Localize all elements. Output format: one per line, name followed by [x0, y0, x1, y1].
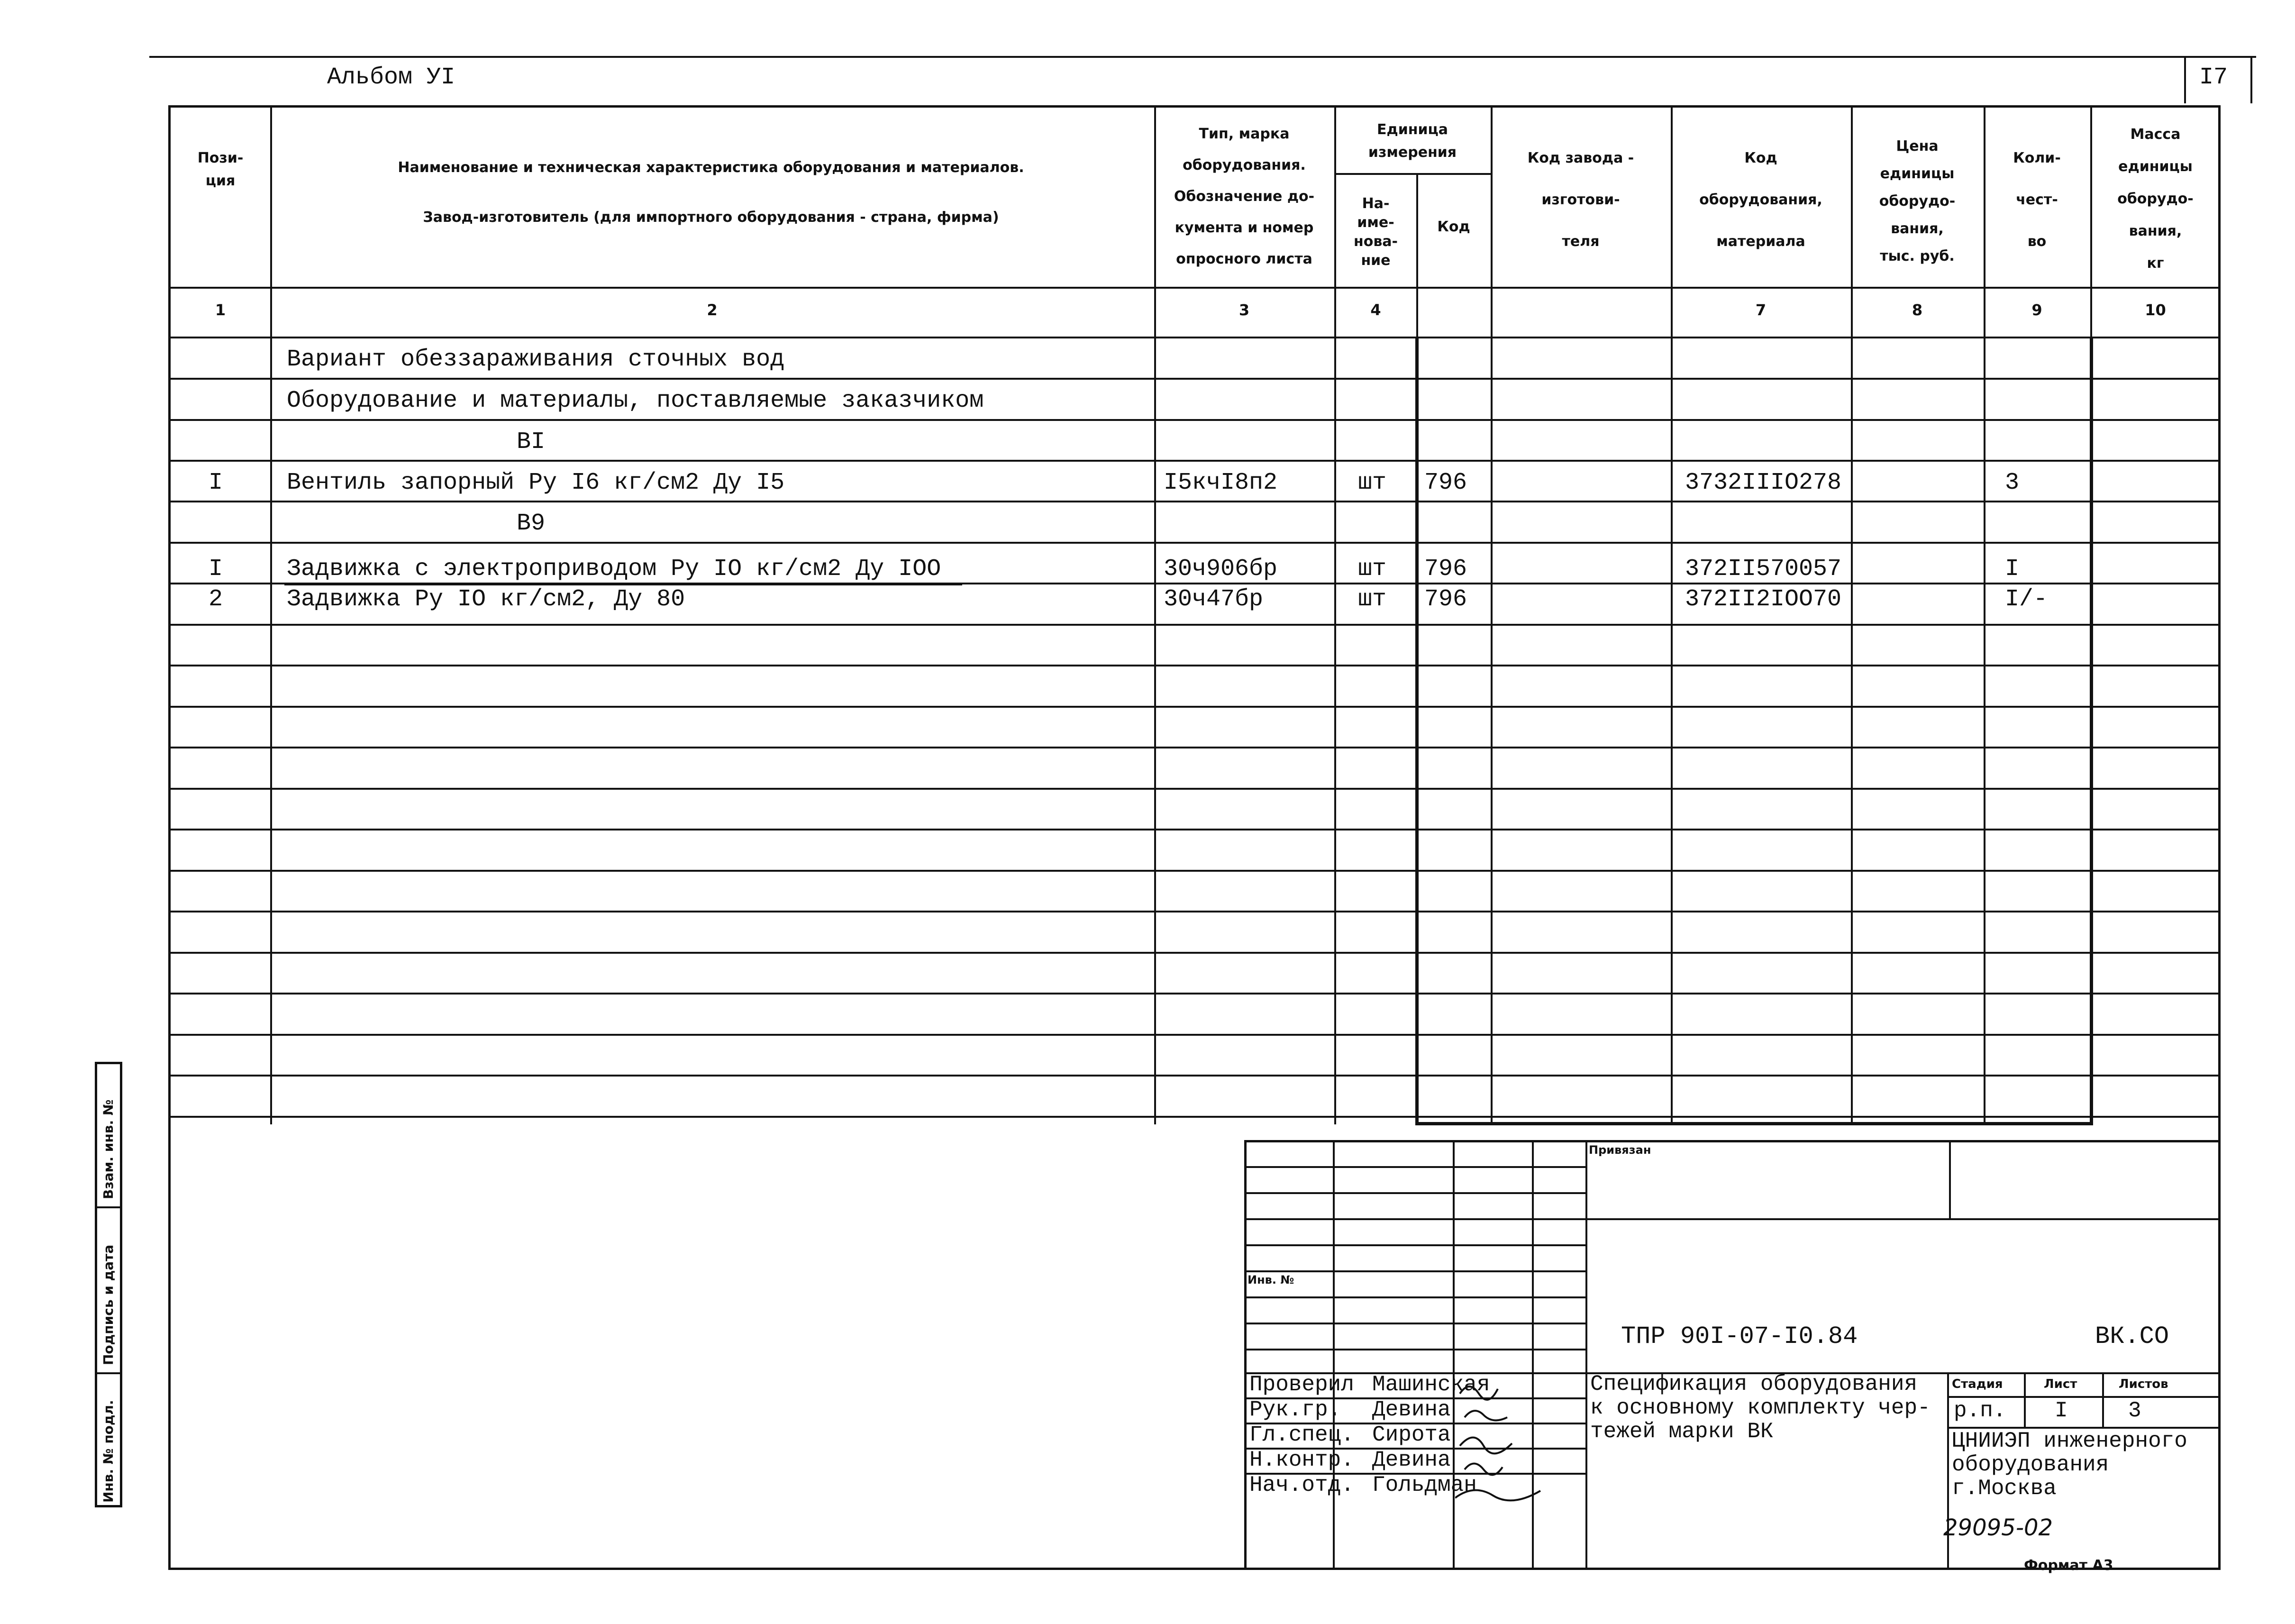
sig-role-1: Проверил	[1249, 1372, 1354, 1397]
row-6-qty: I	[2005, 556, 2020, 583]
colnum-10: 10	[2145, 301, 2166, 319]
tb-v2	[1453, 1140, 1455, 1570]
album-label: Альбом УI	[327, 64, 455, 91]
row-6-type: 30ч906бр	[1164, 556, 1278, 583]
signature-1	[1460, 1387, 1498, 1400]
row-3-name: BI	[517, 429, 546, 456]
spec-title: Спецификация оборудования к основному комплекту чер- тежей марки ВК	[1590, 1372, 1931, 1444]
tb-row-line-7	[1244, 1323, 1585, 1324]
bold-box	[1415, 338, 2093, 1125]
row-6-unit: шт	[1358, 556, 1387, 583]
row-4-code: 796	[1424, 469, 1467, 496]
row-7-unit: шт	[1358, 586, 1387, 613]
sheet-value: I	[2055, 1398, 2068, 1423]
unit-sub-line	[1334, 173, 1491, 175]
row-1-name: Вариант обеззараживания сточных вод	[287, 346, 785, 373]
sig-name-3: Сирота	[1372, 1423, 1451, 1447]
header-price: Цена единицы оборудо- вания, тыс. руб.	[1879, 138, 1956, 265]
podpis-data-label: Подпись и дата	[100, 1244, 116, 1365]
col-line-2	[1154, 105, 1156, 1124]
row-5-name: B9	[517, 510, 546, 537]
footer-format: Формат А3	[2024, 1557, 2113, 1574]
vzam-inv-label: Взам. инв. №	[100, 1099, 116, 1199]
tb-row-line-8	[1244, 1349, 1585, 1350]
header-mass: Масса единицы оборудо- вания, кг	[2117, 126, 2194, 272]
header-bottom-line	[168, 287, 2221, 289]
sig-role-4: Н.контр.	[1249, 1448, 1354, 1472]
sheet-number: I7	[2199, 64, 2228, 91]
row-7-qty: I/-	[2005, 586, 2048, 613]
sig-role-3: Гл.спец.	[1249, 1423, 1354, 1447]
colnum-2: 2	[707, 301, 718, 319]
tb-v7	[2024, 1372, 2026, 1427]
colnum-7: 7	[1755, 301, 1767, 319]
tb-v4	[1585, 1140, 1587, 1570]
row-6-equip: 372II570057	[1685, 556, 1842, 583]
header-type: Тип, марка оборудования. Обозначение до- кумента и номер опросного листа	[1174, 126, 1315, 267]
title-block	[1244, 1140, 2221, 1570]
col-line-3	[1334, 105, 1336, 1124]
strike-line	[284, 584, 962, 585]
tb-row-line-1	[1244, 1166, 1585, 1168]
tb-row-line-3	[1244, 1218, 1585, 1220]
row-7-equip: 372II2IОО70	[1685, 586, 1842, 613]
sheets-value: 3	[2128, 1398, 2141, 1423]
row-4-equip: 3732IIIО278	[1685, 469, 1842, 496]
col-line-1	[270, 105, 272, 1124]
sheet-number-box-left	[2184, 56, 2186, 103]
colnum-8: 8	[1912, 301, 1923, 319]
signature-5	[1455, 1490, 1540, 1501]
doc-code: ТПР 90I-07-I0.84	[1621, 1323, 1858, 1350]
sig-role-2: Рук.гр.	[1249, 1397, 1341, 1422]
stage-value: р.п.	[1954, 1398, 2006, 1423]
sheet-number-box-right	[2250, 56, 2252, 103]
header-name-line2: Завод-изготовитель (для импортного оборудования - страна, фирма)	[423, 209, 999, 226]
tb-v8	[2102, 1372, 2104, 1427]
tb-row-line-4	[1244, 1244, 1585, 1246]
row-6-name: Задвижка с электроприводом Ру IО кг/см2 Ду IОО	[287, 556, 941, 583]
signature-2	[1465, 1411, 1507, 1420]
signature-4	[1465, 1464, 1503, 1475]
sig-name-5: Гольдман	[1372, 1473, 1477, 1497]
colnum-4: 4	[1370, 301, 1381, 319]
header-unit: Единица измерения	[1368, 121, 1457, 161]
header-unit-name: На- име- нова- ние	[1353, 195, 1398, 269]
tb-h-privyaz	[1585, 1218, 2221, 1220]
tb-h-stage	[1947, 1396, 2221, 1398]
colnum-9: 9	[2031, 301, 2042, 319]
colnum-3: 3	[1239, 301, 1250, 319]
header-plant-code: Код завода - изготови- теля	[1527, 150, 1634, 250]
row-6-code: 796	[1424, 556, 1467, 583]
footer-number: 29095-02	[1943, 1515, 2053, 1541]
inv-podl-label: Инв. № подл.	[100, 1400, 116, 1503]
sig-name-2: Девина	[1372, 1397, 1451, 1422]
row-6-pos: I	[209, 556, 223, 583]
org-name: ЦНИИЭП инженерного оборудования г.Москва	[1952, 1429, 2187, 1501]
row-4-qty: 3	[2005, 469, 2020, 496]
header-unit-code: Код	[1437, 219, 1470, 235]
privyazan-label: Привязан	[1589, 1143, 1651, 1157]
mark: ВК.СО	[2095, 1323, 2169, 1350]
header-position: Пози- ция	[197, 150, 244, 189]
signature-3	[1460, 1438, 1512, 1454]
row-7-code: 796	[1424, 586, 1467, 613]
inv-no-label: Инв. №	[1248, 1273, 1294, 1286]
row-7-pos: 2	[209, 586, 223, 613]
top-border	[149, 56, 2256, 58]
row-4-type: I5кчI8п2	[1164, 469, 1278, 496]
row-7-type: 30ч47бр	[1164, 586, 1264, 613]
tb-row-line-2	[1244, 1192, 1585, 1194]
side-stamp-div-1	[95, 1206, 122, 1208]
row-4-name: Вентиль запорный Ру I6 кг/см2 Ду I5	[287, 469, 785, 496]
sheets-label: Листов	[2119, 1377, 2168, 1391]
tb-v5	[1949, 1140, 1951, 1218]
tb-v1	[1333, 1140, 1335, 1570]
tb-row-line-5	[1244, 1270, 1585, 1272]
row-4-pos: I	[209, 469, 223, 496]
sig-name-4: Девина	[1372, 1448, 1451, 1472]
row-7-name: Задвижка Ру IО кг/см2, Ду 80	[287, 586, 685, 613]
sig-role-5: Нач.отд.	[1249, 1473, 1354, 1497]
header-qty: Коли- чест- во	[2013, 150, 2061, 250]
header-name-line1: Наименование и техническая характеристика оборудования и материалов.	[398, 159, 1024, 176]
tb-row-line-6	[1244, 1296, 1585, 1298]
sig-name-1: Машинская	[1372, 1372, 1490, 1397]
header-equip-code: Код оборудования, материала	[1699, 150, 1822, 250]
side-stamp-div-2	[95, 1372, 122, 1374]
row-4-unit: шт	[1358, 469, 1387, 496]
sheet-label: Лист	[2044, 1377, 2077, 1391]
handwritten-signatures	[1455, 1370, 1583, 1507]
stage-label: Стадия	[1952, 1377, 2003, 1391]
row-2-name: Оборудование и материалы, поставляемые заказчиком	[287, 387, 984, 414]
colnum-1: 1	[215, 301, 226, 319]
